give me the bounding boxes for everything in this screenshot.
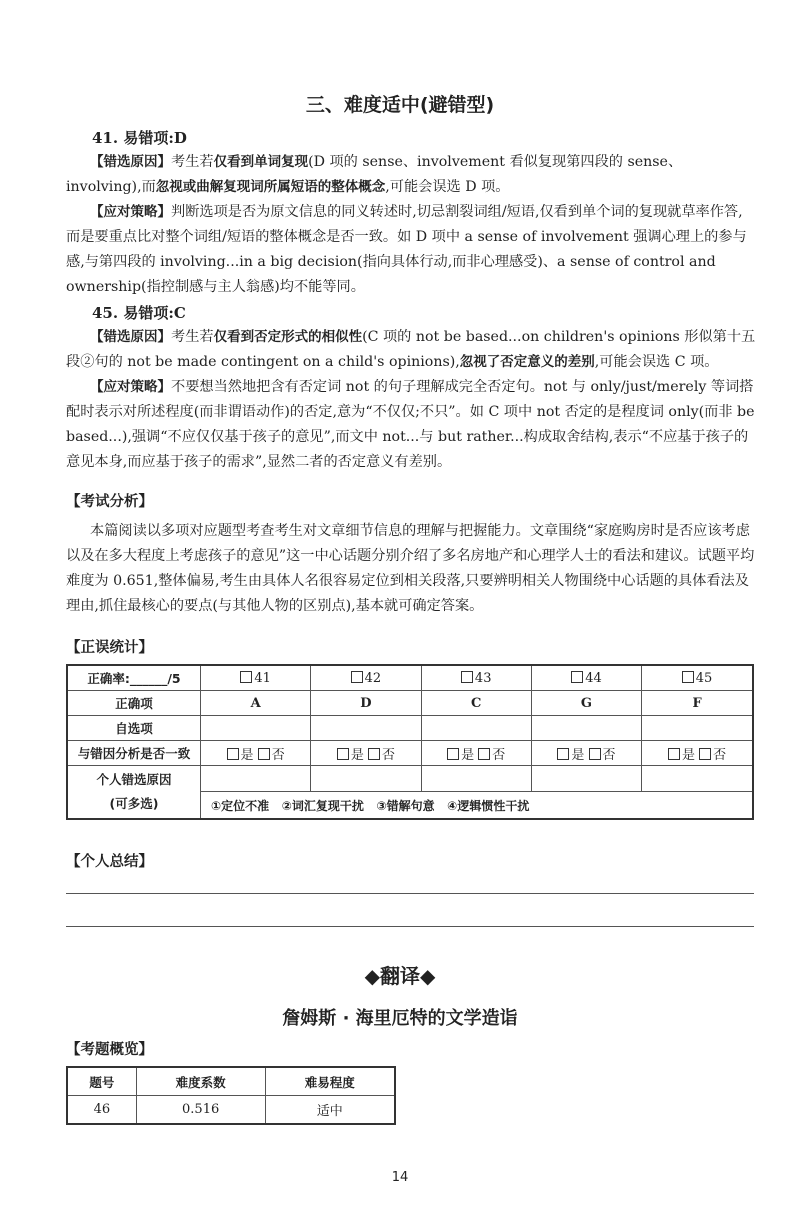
checkbox[interactable] <box>557 748 569 760</box>
overview-table <box>66 1066 396 1125</box>
no-label: 否 <box>713 747 727 763</box>
q41-strategy-tag: 【应对策略】 <box>90 204 171 220</box>
yes-no-cell[interactable] <box>201 741 311 766</box>
checkbox[interactable] <box>668 748 680 760</box>
chosen-cell[interactable] <box>531 716 641 741</box>
table-row <box>67 766 753 792</box>
yes-label: 是 <box>240 747 254 763</box>
checkbox[interactable] <box>368 748 380 760</box>
answer-cell: D <box>311 691 421 716</box>
value-cell: 适中 <box>265 1096 395 1125</box>
table-row <box>67 1067 395 1096</box>
analysis-body: 本篇阅读以多项对应题型考查考生对文章细节信息的理解与把握能力。文章围绕“家庭购房时是否应该考虑以及在多大程度上考虑孩子的意见”这一中心话题分别介绍了多名房地产和心理学人士的看法和建议。试题平均难度为 0.651,整体偏易,考生由具体人名很容易定位到相关段落,只要辨明相关人物围绕中心话题的具体看法及理由,抓住最核心的要点(与其他人物的区别点),基本就可确定答案。 <box>66 523 755 614</box>
analysis-tag: 【考试分析】 <box>66 494 153 510</box>
no-label: 否 <box>271 747 285 763</box>
correct-label: 正确项 <box>67 691 201 716</box>
question-number: 41 <box>254 670 271 686</box>
q45-strategy-text: 不要想当然地把含有否定词 not 的句子理解成完全否定句。not 与 only/just/merely 等词搭配时表示对所述程度(而非谓语动作)的否定,意为“不仅仅;不只”。如 C 项中 not 否定的是程度词 only(而非 be based...),强调“不应仅仅基于孩子的意见”,而文中 not...与 but rather...构成取舍结构,表示“不应基于孩子的意见本身,而应基于孩子的需求”,显然二者的否定意义有差别。 <box>66 379 755 470</box>
table-row <box>67 741 753 766</box>
analysis-text <box>66 519 756 619</box>
checkbox[interactable] <box>461 671 473 683</box>
summary-tag: 【个人总结】 <box>66 854 153 870</box>
q45-reason-text: ,可能会误选 C 项。 <box>594 354 719 370</box>
yes-no-cell[interactable] <box>642 741 753 766</box>
table-row <box>67 716 753 741</box>
checkbox[interactable] <box>337 748 349 760</box>
question-number: 44 <box>585 670 602 686</box>
q41-strategy-text: 判断选项是否为原文信息的同义转述时,切忌割裂词组/短语,仅看到单个词的复现就草率作答,而是要重点比对整个词组/短语的整体概念是否一致。如 D 项中 a sense of involvement 强调心理上的参与感,与第四段的 involving...in a big decision(指向具体行动,而非心理感受)、a sense of control and ownership(指控制感与主人翁感)均不能等同。 <box>66 204 747 295</box>
yes-label: 是 <box>461 747 475 763</box>
question-number: 43 <box>474 670 492 686</box>
overview-tag: 【考题概览】 <box>66 1042 153 1058</box>
q45-reason <box>66 325 756 375</box>
q45-strategy-tag: 【应对策略】 <box>90 379 171 395</box>
yes-no-cell[interactable] <box>311 741 421 766</box>
answer-cell: A <box>201 691 311 716</box>
stats-table <box>66 664 754 820</box>
reason-cell[interactable] <box>311 766 421 792</box>
no-label: 否 <box>381 747 395 763</box>
answer-cell: G <box>531 691 641 716</box>
q41-strategy <box>66 200 756 300</box>
q41-reason-tag: 【错选原因】 <box>90 154 171 170</box>
q41-reason-emphasis: 忽视或曲解复现词所属短语的整体概念 <box>155 179 386 195</box>
chosen-cell[interactable] <box>642 716 753 741</box>
table-row <box>67 1096 395 1125</box>
checkbox[interactable] <box>478 748 490 760</box>
yes-no-cell[interactable] <box>421 741 531 766</box>
checkbox[interactable] <box>699 748 711 760</box>
q45-reason-emphasis: 仅看到否定形式的相似性 <box>213 329 363 345</box>
answer-cell: C <box>421 691 531 716</box>
q45-reason-tag: 【错选原因】 <box>90 329 171 345</box>
question-cell[interactable] <box>201 665 311 691</box>
translation-heading: ◆翻译◆ <box>364 964 436 988</box>
reason-options <box>201 792 754 819</box>
reason-cell[interactable] <box>642 766 753 792</box>
header-cell: 难易程度 <box>265 1067 395 1096</box>
yes-no-cell[interactable] <box>531 741 641 766</box>
reason-option: ①定位不准 <box>211 798 270 813</box>
consistent-label: 与错因分析是否一致 <box>67 741 201 766</box>
reason-option: ④逻辑惯性干扰 <box>447 798 530 813</box>
question-cell[interactable] <box>421 665 531 691</box>
summary-line[interactable] <box>66 893 754 894</box>
yes-label: 是 <box>681 747 695 763</box>
q45-reason-text: (C 项的 not be based...on children's opinions 形似第十五段②句的 not be made contingent on a child's opinions), <box>66 329 756 370</box>
header-cell: 题号 <box>67 1067 136 1096</box>
question-cell[interactable] <box>642 665 753 691</box>
translation-title: 詹姆斯 · 海里厄特的文学造诣 <box>282 1008 518 1029</box>
q45-reason-text: 考生若 <box>171 329 214 345</box>
checkbox[interactable] <box>227 748 239 760</box>
reason-label-line2: (可多选) <box>109 796 159 811</box>
q45-reason-emphasis: 忽视了否定意义的差别 <box>459 354 595 370</box>
yes-label: 是 <box>571 747 585 763</box>
checkbox[interactable] <box>682 671 694 683</box>
value-cell: 0.516 <box>136 1096 265 1125</box>
q41-reason-text: 考生若 <box>171 154 214 170</box>
header-cell: 难度系数 <box>136 1067 265 1096</box>
q41-title: 41. 易错项:D <box>92 129 187 147</box>
reason-label <box>67 766 201 820</box>
q41-reason-text: ,可能会误选 D 项。 <box>385 179 510 195</box>
stats-tag: 【正误统计】 <box>66 640 153 656</box>
q45-title: 45. 易错项:C <box>92 304 186 322</box>
chosen-cell[interactable] <box>201 716 311 741</box>
reason-label-line1: 个人错选原因 <box>96 772 172 787</box>
answer-cell: F <box>642 691 753 716</box>
summary-line[interactable] <box>66 926 754 927</box>
chosen-cell[interactable] <box>311 716 421 741</box>
accuracy-label: 正确率:______/5 <box>67 665 201 691</box>
question-number: 45 <box>695 670 713 686</box>
no-label: 否 <box>602 747 616 763</box>
checkbox[interactable] <box>351 671 363 683</box>
question-number: 42 <box>364 670 382 686</box>
section-heading: 三、难度适中(避错型) <box>305 94 495 116</box>
q45-strategy <box>66 375 756 475</box>
q41-reason <box>66 150 756 200</box>
q41-reason-emphasis: 仅看到单词复现 <box>213 154 309 170</box>
table-row <box>67 665 753 691</box>
checkbox[interactable] <box>589 748 601 760</box>
checkbox[interactable] <box>258 748 270 760</box>
reason-cell[interactable] <box>531 766 641 792</box>
checkbox[interactable] <box>447 748 459 760</box>
table-row <box>67 691 753 716</box>
q41-reason-text: (D 项的 sense、involvement 看似复现第四段的 sense、involving),而 <box>66 154 683 195</box>
chosen-cell[interactable] <box>421 716 531 741</box>
checkbox[interactable] <box>240 671 252 683</box>
value-cell: 46 <box>67 1096 136 1125</box>
reason-option: ②词汇复现干扰 <box>281 798 364 813</box>
yes-label: 是 <box>350 747 364 763</box>
chosen-label: 自选项 <box>67 716 201 741</box>
reason-cell[interactable] <box>421 766 531 792</box>
reason-option: ③错解句意 <box>376 798 435 813</box>
question-cell[interactable] <box>531 665 641 691</box>
page-number: 14 <box>391 1170 409 1185</box>
checkbox[interactable] <box>571 671 583 683</box>
question-cell[interactable] <box>311 665 421 691</box>
no-label: 否 <box>492 747 506 763</box>
reason-cell[interactable] <box>201 766 311 792</box>
